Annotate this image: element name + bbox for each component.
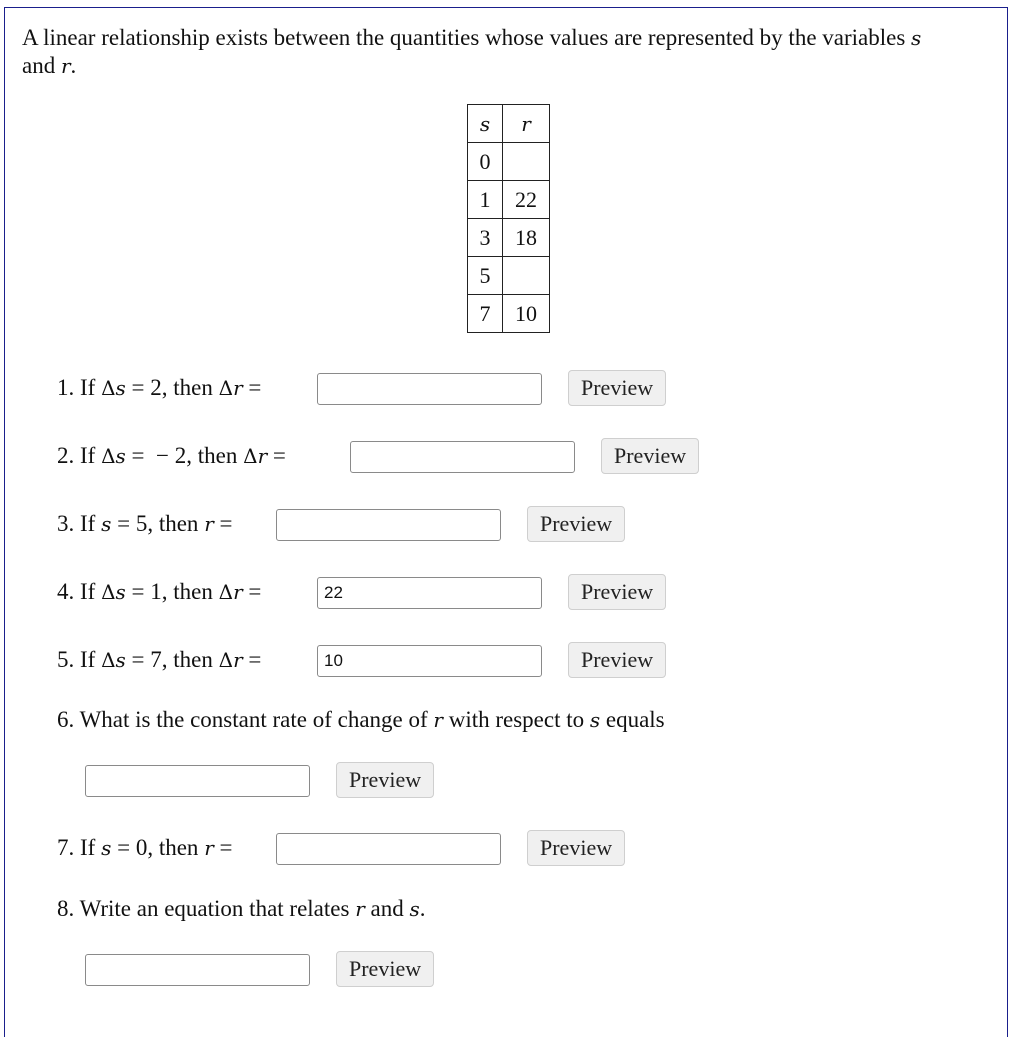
table-cell-s: 7 bbox=[468, 295, 503, 333]
q1-val: 2, then bbox=[150, 375, 213, 400]
q5-delta-2: Δ bbox=[218, 648, 234, 672]
q1-delta-2: Δ bbox=[218, 376, 234, 400]
q5-num: 5. If bbox=[57, 647, 96, 672]
problem-intro bbox=[22, 24, 992, 80]
q4-delta: Δ bbox=[101, 580, 116, 604]
q4-num: 4. If bbox=[57, 579, 96, 604]
q7-val: 0, then bbox=[135, 835, 199, 860]
q7-var-s: s bbox=[101, 836, 112, 860]
q1-preview-button[interactable]: Preview bbox=[568, 370, 666, 406]
q2-var-s: s bbox=[115, 444, 126, 468]
q2-num: 2. If bbox=[57, 443, 96, 468]
q7-eq2: = bbox=[219, 835, 233, 860]
q3-eq: = bbox=[117, 511, 131, 536]
q6-answer-input[interactable] bbox=[85, 765, 310, 797]
q4-delta-2: Δ bbox=[218, 580, 234, 604]
question-3-prompt bbox=[57, 509, 232, 539]
q3-answer-input[interactable] bbox=[276, 509, 501, 541]
q8-var-r: r bbox=[355, 897, 365, 921]
q6-text-b: with respect to bbox=[448, 707, 585, 732]
q7-num: 7. If bbox=[57, 835, 96, 860]
q1-var-s: s bbox=[115, 376, 126, 400]
table-header-r bbox=[503, 105, 550, 143]
q5-val: 7, then bbox=[150, 647, 213, 672]
q5-answer-input[interactable] bbox=[317, 645, 542, 677]
table-cell-s: 5 bbox=[468, 257, 503, 295]
q6-preview-button[interactable]: Preview bbox=[336, 762, 434, 798]
intro-var-r: r bbox=[60, 54, 71, 78]
q4-val: 1, then bbox=[150, 579, 213, 604]
q5-var-s: s bbox=[115, 648, 126, 672]
table-cell-r: 22 bbox=[503, 181, 550, 219]
q2-delta-2: Δ bbox=[243, 444, 258, 468]
q7-eq: = bbox=[117, 835, 131, 860]
q3-num: 3. If bbox=[57, 511, 96, 536]
table-cell-s: 3 bbox=[468, 219, 503, 257]
q8-answer-input[interactable] bbox=[85, 954, 310, 986]
q8-var-s: s bbox=[409, 897, 420, 921]
intro-var-s: s bbox=[911, 26, 922, 50]
q7-preview-button[interactable]: Preview bbox=[527, 830, 625, 866]
q4-preview-button[interactable]: Preview bbox=[568, 574, 666, 610]
question-4-prompt bbox=[57, 577, 261, 607]
table-row bbox=[468, 257, 550, 295]
table-cell-s: 0 bbox=[468, 143, 503, 181]
q4-var-s: s bbox=[115, 580, 126, 604]
q6-var-s: s bbox=[589, 708, 601, 732]
header-s-text: s bbox=[479, 111, 491, 136]
intro-period: . bbox=[70, 53, 77, 78]
table-row bbox=[468, 219, 550, 257]
question-5-prompt bbox=[57, 645, 261, 675]
question-6-prompt bbox=[57, 705, 665, 735]
q4-eq: = bbox=[131, 579, 145, 604]
q8-period: . bbox=[419, 896, 426, 921]
q2-var-r: r bbox=[257, 444, 268, 468]
table-header-s bbox=[468, 105, 503, 143]
q2-eq: = bbox=[131, 443, 145, 468]
values-table bbox=[467, 104, 550, 333]
table-row bbox=[468, 181, 550, 219]
table-header-row bbox=[468, 105, 550, 143]
q8-text-b: and bbox=[370, 896, 404, 921]
q4-answer-input[interactable] bbox=[317, 577, 542, 609]
intro-text: A linear relationship exists between the quantities whose values are represented by the variables bbox=[22, 25, 906, 50]
q6-text-c: equals bbox=[605, 707, 665, 732]
q1-answer-input[interactable] bbox=[317, 373, 542, 405]
q1-eq2: = bbox=[248, 375, 262, 400]
question-1-prompt bbox=[57, 373, 261, 403]
q6-var-r: r bbox=[433, 708, 443, 732]
table-cell-r bbox=[503, 143, 550, 181]
q8-text-a: 8. Write an equation that relates bbox=[57, 896, 350, 921]
q5-var-r: r bbox=[233, 648, 243, 672]
q5-eq2: = bbox=[248, 647, 262, 672]
q2-preview-button[interactable]: Preview bbox=[601, 438, 699, 474]
table-cell-r: 18 bbox=[503, 219, 550, 257]
q2-val: − 2, then bbox=[156, 443, 238, 468]
q7-answer-input[interactable] bbox=[276, 833, 501, 865]
q3-var-s: s bbox=[101, 512, 112, 536]
q3-preview-button[interactable]: Preview bbox=[527, 506, 625, 542]
q2-delta: Δ bbox=[101, 444, 116, 468]
q5-delta: Δ bbox=[101, 648, 116, 672]
q3-var-r: r bbox=[204, 512, 214, 536]
table-row bbox=[468, 295, 550, 333]
q5-eq: = bbox=[131, 647, 145, 672]
q2-answer-input[interactable] bbox=[350, 441, 575, 473]
table-cell-r: 10 bbox=[503, 295, 550, 333]
header-r-text: r bbox=[521, 111, 531, 136]
question-8-prompt bbox=[57, 894, 425, 924]
q1-num: 1. If bbox=[57, 375, 96, 400]
q1-eq: = bbox=[131, 375, 145, 400]
q2-eq2: = bbox=[272, 443, 286, 468]
q7-var-r: r bbox=[204, 836, 214, 860]
q3-val: 5, then bbox=[135, 511, 199, 536]
q3-eq2: = bbox=[219, 511, 233, 536]
intro-and: and bbox=[22, 53, 56, 78]
table-row bbox=[468, 143, 550, 181]
q4-var-r: r bbox=[233, 580, 243, 604]
table-cell-s: 1 bbox=[468, 181, 503, 219]
q1-var-r: r bbox=[233, 376, 243, 400]
table-cell-r bbox=[503, 257, 550, 295]
question-2-prompt bbox=[57, 441, 286, 471]
q1-delta: Δ bbox=[101, 376, 116, 400]
q6-text-a: 6. What is the constant rate of change of bbox=[57, 707, 428, 732]
question-7-prompt bbox=[57, 833, 232, 863]
q4-eq2: = bbox=[248, 579, 262, 604]
q5-preview-button[interactable]: Preview bbox=[568, 642, 666, 678]
q8-preview-button[interactable]: Preview bbox=[336, 951, 434, 987]
